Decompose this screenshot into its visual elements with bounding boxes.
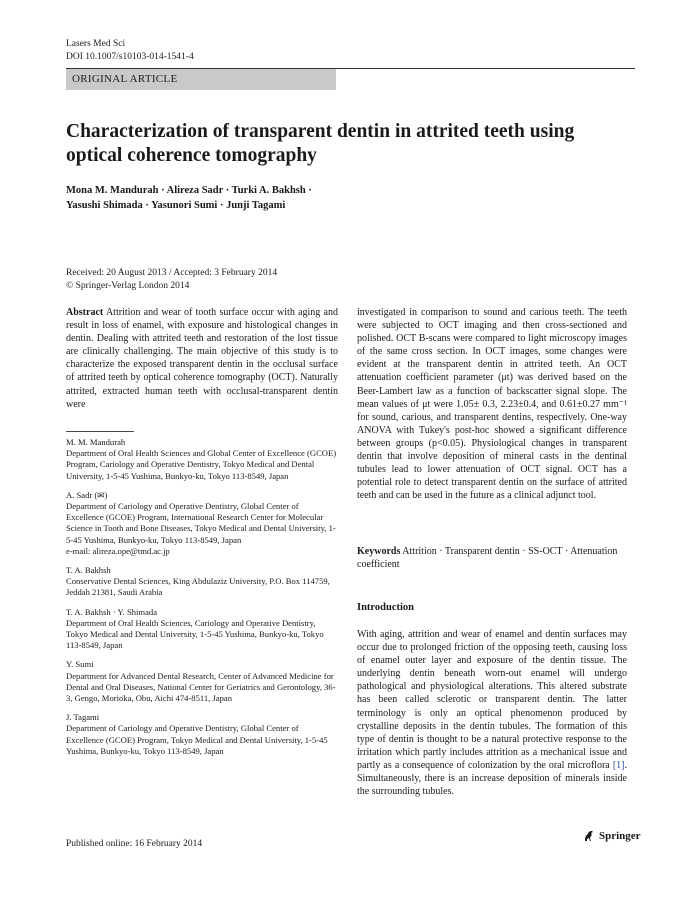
keywords-label: Keywords [357,546,401,557]
abstract-part-1 [66,306,338,411]
abstract-label: Abstract [66,307,104,318]
introduction-text: With aging, attrition and wear of enamel and dentin surfaces may occur due to prolonged friction of the opposing teeth, causing loss of enamel outer layer and exposure of the dentin tissue. The underlying dentin beneath worn-out enamel will undergo pathological and physiological alterations. This altered substrate has been called sclerotic or transparent dentin. The latter terminology is only an optical phenomenon produced by crystalline deposits in the dentin tubules. The formation of this type of dentin is thought to be a natural protective response to the irritation which partly includes attrition as a mechanical issue and partly as a consequence of colonization by the oral microflora [357,629,627,771]
introduction-body [357,628,627,798]
springer-logo [582,829,641,843]
doi: DOI 10.1007/s10103-014-1541-4 [66,52,194,62]
citation-link[interactable]: [1] [612,759,625,771]
affiliation-name: T. A. Bakhsh · Y. Shimada [66,606,158,617]
affiliations [66,437,338,765]
article-type-label: ORIGINAL ARTICLE [72,73,178,85]
affiliation-name: J. Tagami [66,712,100,723]
affiliation-name: T. A. Bakhsh [66,565,111,576]
affiliation-text: Department for Advanced Dental Research, Center of Advanced Medicine for Dental and Oral Diseases, National Center for Geriatrics and Gerontology, 36-3, Gengo, Morioka, Obu, Aichi 474-8511, Japan [66,670,336,704]
received-accepted: Received: 20 August 2013 / Accepted: 3 February 2014 [66,268,278,278]
authors-line-2: Yasushi Shimada · Yasunori Sumi · Junji Tagami [66,200,286,211]
affiliation-item [66,490,338,557]
affiliation-text: Department of Oral Health Sciences, Cariology and Operative Dentistry, Tokyo Medical and Dental University, 1-5-45 Yushima, Bunkyo-ku, Tokyo 113-8549, Japan [66,617,324,651]
affiliation-name: M. M. Mandurah [66,437,126,447]
introduction-heading: Introduction [357,602,414,613]
journal-name: Lasers Med Sci [66,39,126,49]
keywords [357,545,627,571]
affiliation-name: A. Sadr (✉) [66,489,108,500]
article-dates [66,267,277,292]
journal-header [66,38,194,64]
affiliation-item [66,712,338,757]
affiliation-name: Y. Sumi [66,659,94,670]
author-list [66,183,466,213]
affiliation-text: Department of Cariology and Operative Dentistry, Global Center of Excellence (GCOE) Program, International Research Center for Molecular Science in Tooth and Bone Diseases, Tokyo Medical and Dental University, 1-5-45 Yushima, Bunkyo-ku, Tokyo 113-8549, Japan [66,501,336,545]
abstract-part-2 [357,306,627,502]
affiliation-item [66,607,338,652]
article-title: Characterization of transparent dentin in attrited teeth using optical coherence tomography [66,121,575,166]
affiliation-item [66,659,338,704]
abstract-text-2: investigated in comparison to sound and carious teeth. The teeth were subjected to OCT imaging and then cross-sectioned and polished. OCT B-scans were compared to light microscopy images of the same cross section. In OCT images, some changes were evident at the transparent dentin in attrited teeth. An OCT attenuation coefficient parameter (μt) was derived based on the Beer-Lambert law as a function of backscatter signal slope. The mean values of μt were 1.05± 0.3, 2.23±0.4, and 0.61±0.27 mm⁻¹ for sound, carious, and transparent dentins, respectively. One-way ANOVA with Tukey's post-hoc showed a significant difference between groups (p<0.05). Physiological changes in transparent dentin that involve deposition of mineral casts in the dentinal tubules lead to lower attenuation of OCT signal. OCT has a potential role to detect transparent dentin on the surface of attrited teeth and can be used in the future as a clinical adjunct tool. [357,307,627,502]
affiliation-rule [66,431,134,432]
author-email[interactable]: e-mail: alireza.ope@tmd.ac.jp [66,545,170,556]
affiliation-text: Department of Cariology and Operative Dentistry, Global Center of Excellence (GCOE) Program, Tokyo Medical and Dental University, 1-5-45 Yushima, Bunkyo-ku, Tokyo 113-8549, Japan [66,723,328,756]
affiliation-item [66,437,338,482]
keywords-text: Attrition · Transparent dentin · SS-OCT · Attenuation coefficient [357,546,618,571]
springer-horse-icon [582,829,596,843]
article-type-banner [66,69,336,90]
copyright: © Springer-Verlag London 2014 [66,280,190,291]
introduction-text-end: . Simultaneously, there is an increase deposition of minerals inside the surrounding tubules. [357,759,627,798]
authors-line-1: Mona M. Mandurah · Alireza Sadr · Turki A. Bakhsh · [66,185,312,196]
published-online: Published online: 16 February 2014 [66,839,203,849]
abstract-text-1: Attrition and wear of tooth surface occur with aging and result in loss of enamel, with exposure and histological changes in dentin. Dealing with attrited teeth and restoration of the lost tissue are clinically challenging. The main objective of this study is to characterize the exposed transparent dentin in the occlusal surface of attrited teeth by optical coherence tomography (OCT). Naturally attrited, extracted human teeth with occlusal-transparent dentin were [66,307,338,410]
affiliation-text: Department of Oral Health Sciences and Global Center of Excellence (GCOE) Program, Cariology and Operative Dentistry, Tokyo Medical and Dental University, 1-5-45 Yushima, Bunkyo-ku, Tokyo 113-8549, Japan [66,448,337,481]
publisher-name: Springer [599,830,641,842]
affiliation-text: Conservative Dental Sciences, King Abdulaziz University, P.O. Box 114759, Jeddah 21381, Saudi Arabia [66,576,330,598]
affiliation-item [66,565,338,599]
